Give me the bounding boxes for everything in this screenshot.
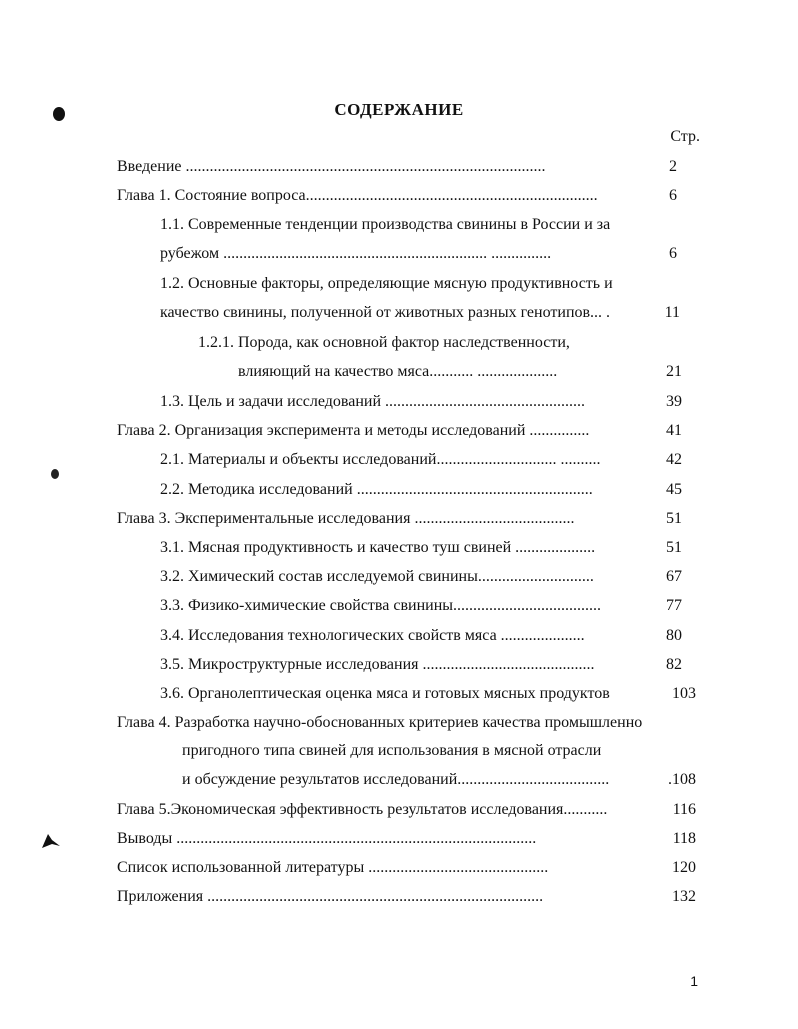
toc-page: 103 <box>672 685 696 702</box>
toc-entry: рубежом .................................................................. ............... <box>160 245 552 262</box>
toc-page: 82 <box>666 656 682 673</box>
toc-entry: качество свинины, полученной от животных разных генотипов... . <box>160 304 611 321</box>
toc-entry: Глава 4. Разработка научно-обоснованных критериев качества промышленно <box>117 714 643 731</box>
toc-entry: 3.1. Мясная продуктивность и качество туш свиней .................... <box>160 539 596 556</box>
toc-page: 39 <box>666 393 682 410</box>
toc-page: 77 <box>666 597 682 614</box>
toc-entry: 1.2. Основные факторы, определяющие мясную продуктивность и <box>160 275 613 292</box>
toc-entry: 3.5. Микроструктурные исследования ........................................... <box>160 656 595 673</box>
toc-page: 11 <box>664 304 680 321</box>
page-column-label: Стр. <box>670 128 700 145</box>
ink-blot-icon <box>40 830 62 850</box>
toc-entry: Глава 5.Экономическая эффективность результатов исследования........... <box>117 801 608 818</box>
toc-entry: 2.2. Методика исследований ........................................................... <box>160 481 593 498</box>
page-title: СОДЕРЖАНИЕ <box>334 100 464 119</box>
toc-entry: Глава 1. Состояние вопроса......................................................................... <box>117 187 598 204</box>
toc-entry: Выводы .......................................................................................... <box>117 830 537 847</box>
toc-entry: Приложения .................................................................................... <box>117 888 544 905</box>
toc-page: 116 <box>672 801 696 818</box>
toc-page: 80 <box>666 627 682 644</box>
toc-page: 2 <box>669 158 677 175</box>
page-number: 1 <box>690 973 698 989</box>
toc-page: 51 <box>666 539 682 556</box>
toc-entry: 2.1. Материалы и объекты исследований.............................. .......... <box>160 451 601 468</box>
toc-page: 132 <box>672 888 696 905</box>
toc-entry: 1.1. Современные тенденции производства свинины в России и за <box>160 216 611 233</box>
toc-page: 45 <box>666 481 682 498</box>
toc-page: 51 <box>666 510 682 527</box>
toc-page: 6 <box>669 245 677 262</box>
toc-entry: 1.2.1. Порода, как основной фактор наследственности, <box>198 334 570 351</box>
toc-page: 120 <box>672 859 696 876</box>
toc-page: .108 <box>668 771 696 788</box>
toc-entry: 1.3. Цель и задачи исследований .................................................. <box>160 393 586 410</box>
toc-entry: 3.4. Исследования технологических свойств мяса ..................... <box>160 627 585 644</box>
toc-page: 6 <box>669 187 677 204</box>
toc-entry: пригодного типа свиней для использования в мясной отрасли <box>182 742 602 759</box>
toc-entry: Введение .......................................................................................... <box>117 158 546 175</box>
toc-page: 67 <box>666 568 682 585</box>
toc-entry: и обсуждение результатов исследований...................................... <box>182 771 610 788</box>
toc-entry: Список использованной литературы ............................................. <box>117 859 549 876</box>
toc-page: 41 <box>666 422 682 439</box>
toc-page: 21 <box>666 363 682 380</box>
toc-page: 42 <box>666 451 682 468</box>
toc-entry: 3.2. Химический состав исследуемой свинины............................. <box>160 568 594 585</box>
toc-entry: Глава 2. Организация эксперимента и методы исследований ............... <box>117 422 590 439</box>
toc-entry: Глава 3. Экспериментальные исследования ........................................ <box>117 510 575 527</box>
toc-entry: 3.3. Физико-химические свойства свинины..................................... <box>160 597 602 614</box>
toc-entry: 3.6. Органолептическая оценка мяса и готовых мясных продуктов <box>160 685 610 702</box>
toc-entry: влияющий на качество мяса........... .................... <box>238 363 558 380</box>
toc-page: 118 <box>672 830 696 847</box>
ink-blot-icon <box>48 466 62 482</box>
